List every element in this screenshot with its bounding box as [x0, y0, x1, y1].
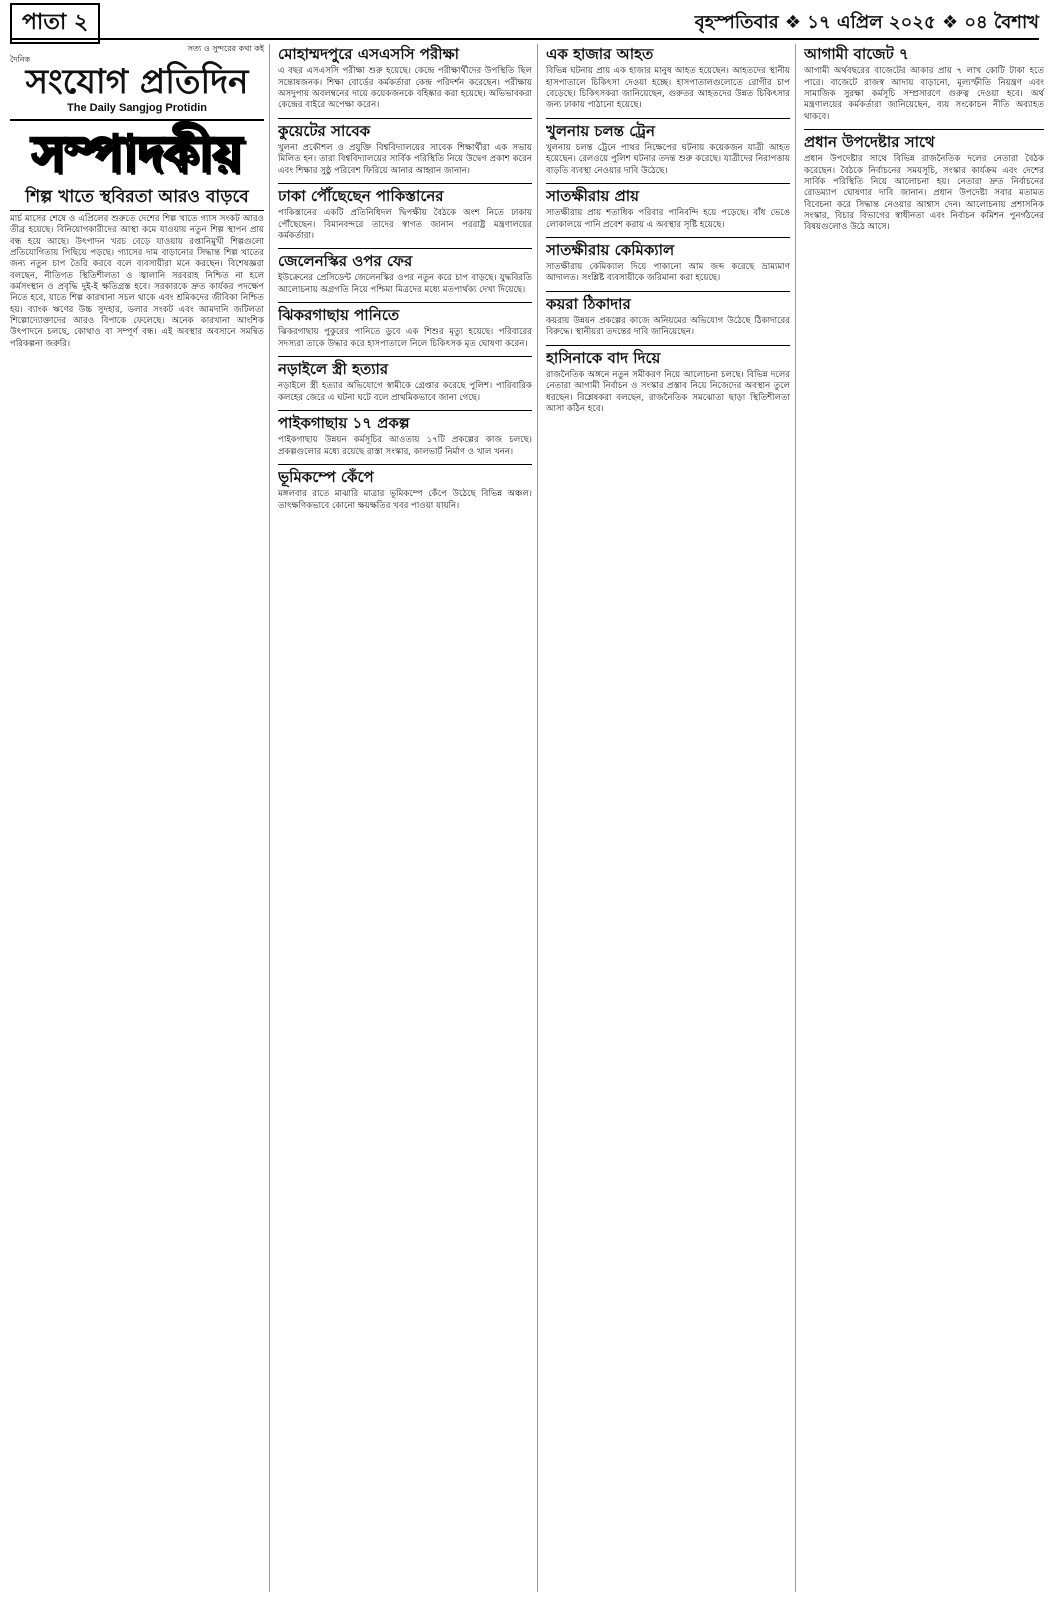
article-body: এ বছর এসএসসি পরীক্ষা শুরু হয়েছে। কেন্দ্রে পরীক্ষার্থীদের উপস্থিতি ছিল সন্তোষজনক। শিক্ষা বোর্ডের কর্মকর্তারা কেন্দ্র পরিদর্শন করেছেন। পরীক্ষায় অসদুপায় অবলম্বনের দায়ে কয়েকজনকে বহিষ্কার করা হয়েছে। অভিভাবকরা কেন্দ্রের বাইরে অপেক্ষা করেন। [278, 66, 532, 111]
article [546, 350, 790, 416]
article-divider [278, 410, 532, 411]
article-divider [804, 129, 1044, 130]
page-number: পাতা ২ [10, 3, 100, 44]
article-headline: ঢাকা পৌঁছেছেন পাকিস্তানের [278, 186, 444, 205]
article [546, 188, 790, 231]
masthead [10, 44, 264, 121]
article [10, 188, 264, 350]
masthead-slogan: সত্য ও সুন্দরের কথা কই [187, 44, 264, 53]
article [278, 307, 532, 350]
article-body: পাইকগাছায় উন্নয়ন কর্মসূচির আওতায় ১৭টি প্রকল্পের কাজ চলছে। প্রকল্পগুলোর মধ্যে রয়েছে রাস্তা সংস্কার, কালভার্ট নির্মাণ ও খাল খনন। [278, 435, 532, 457]
article-divider [278, 248, 532, 249]
article-divider [278, 302, 532, 303]
article-headline: মোহাম্মদপুরে এসএসসি পরীক্ষা [278, 45, 459, 63]
article [546, 46, 790, 112]
article-body: ইউক্রেনের প্রেসিডেন্ট জেলেনস্কির ওপর নতুন করে চাপ বাড়ছে। যুদ্ধবিরতি আলোচনায় অগ্রগতি নিয়ে পশ্চিমা মিত্রদের মধ্যে মতপার্থক্য দেখা দিয়েছে। [278, 273, 532, 295]
article [546, 242, 790, 285]
page-header [10, 8, 1039, 40]
masthead-name: সংযোগ প্রতিদিন [25, 62, 249, 103]
article-headline: ঝিকরগাছায় পানিতে [278, 306, 400, 325]
article [278, 361, 532, 404]
article-divider [546, 118, 790, 119]
article-body: খুলনা প্রকৌশল ও প্রযুক্তি বিশ্ববিদ্যালয়ের সাবেক শিক্ষার্থীরা এক সভায় মিলিত হন। তারা বিশ্ববিদ্যালয়ের সার্বিক পরিস্থিতি নিয়ে উদ্বেগ প্রকাশ করেন এবং শিক্ষার সুষ্ঠু পরিবেশ ফিরিয়ে আনার আহ্বান জানান। [278, 142, 532, 176]
article-body: বিভিন্ন ঘটনায় প্রায় এক হাজার মানুষ আহত হয়েছেন। আহতদের স্থানীয় হাসপাতালে চিকিৎসা দেওয়া হচ্ছে। হাসপাতালগুলোতে রোগীর চাপ বেড়েছে। চিকিৎসকরা জানিয়েছেন, গুরুতর আহতদের উন্নত চিকিৎসার জন্য ঢাকায় পাঠানো হয়েছে। [546, 66, 790, 111]
article [278, 415, 532, 458]
article [804, 134, 1044, 234]
article-headline: খুলনায় চলন্ত ট্রেন [546, 121, 655, 140]
article-headline: প্রধান উপদেষ্টার সাথে [804, 132, 935, 151]
article-headline: ভূমিকম্পে কেঁপে [278, 467, 374, 486]
article-body: খুলনায় চলন্ত ট্রেনে পাথর নিক্ষেপের ঘটনায় কয়েকজন যাত্রী আহত হয়েছেন। রেলওয়ে পুলিশ ঘটনার তদন্ত শুরু করেছে। যাত্রীদের নিরাপত্তায় বাড়তি ব্যবস্থা নেওয়ার দাবি উঠেছে। [546, 142, 790, 176]
column-3 [546, 44, 796, 1592]
column-1 [10, 44, 270, 1592]
article [278, 46, 532, 112]
article [278, 123, 532, 177]
article-headline: এক হাজার আহত [546, 45, 654, 63]
article-divider [546, 345, 790, 346]
article-body: ঝিকরগাছায় পুকুরের পানিতে ডুবে এক শিশুর মৃত্যু হয়েছে। পরিবারের সদস্যরা তাকে উদ্ধার করে হাসপাতালে নিলে চিকিৎসক মৃত ঘোষণা করেন। [278, 327, 532, 349]
article [804, 46, 1044, 123]
article-headline: জেলেনস্কির ওপর ফের [278, 252, 413, 271]
masthead-name-en: The Daily Sangjog Protidin [67, 101, 207, 114]
article-body: প্রধান উপদেষ্টার সাথে বিভিন্ন রাজনৈতিক দলের নেতারা বৈঠক করেছেন। বৈঠকে নির্বাচনের সময়সূচি, সংস্কার কার্যক্রম এবং দেশের সার্বিক পরিস্থিতি নিয়ে আলোচনা হয়। নেতারা দ্রুত নির্বাচনের রোডম্যাপ ঘোষণার দাবি জানান। প্রধান উপদেষ্টা সবার মতামত বিবেচনা করে সিদ্ধান্ত নেওয়ার আশ্বাস দেন। আলোচনায় প্রশাসনিক সংস্কার, বিচার বিভাগের স্বাধীনতা এবং নির্বাচন কমিশন পুনর্গঠনের বিষয়গুলোও উঠে আসে। [804, 154, 1044, 233]
article-headline: কুয়েটের সাবেক [278, 121, 371, 140]
article-headline: শিল্প খাতে স্থবিরতা আরও বাড়বে [10, 188, 264, 211]
article-body: কয়রায় উন্নয়ন প্রকল্পের কাজে অনিয়মের অভিযোগ উঠেছে ঠিকাদারের বিরুদ্ধে। স্থানীয়রা তদন্তের দাবি জানিয়েছেন। [546, 316, 790, 338]
article-body: সাতক্ষীরায় কেমিক্যাল দিয়ে পাকানো আম জব্দ করেছে ভ্রাম্যমাণ আদালত। সংশ্লিষ্ট ব্যবসায়ীকে জরিমানা করা হয়েছে। [546, 262, 790, 284]
issue-date: বৃহস্পতিবার ❖ ১৭ এপ্রিল ২০২৫ ❖ ০৪ বৈশাখ [694, 11, 1039, 33]
article-headline: পাইকগাছায় ১৭ প্রকল্প [278, 414, 410, 432]
masthead-prefix: দৈনিক [10, 54, 31, 64]
article [546, 123, 790, 177]
article-body: মঙ্গলবার রাতে মাঝারি মাত্রার ভূমিকম্পে কেঁপে উঠেছে বিভিন্ন অঞ্চল। তাৎক্ষণিকভাবে কোনো ক্ষয়ক্ষতির খবর পাওয়া যায়নি। [278, 489, 532, 511]
article-body: আগামী অর্থবছরের বাজেটের আকার প্রায় ৭ লাখ কোটি টাকা হতে পারে। বাজেটে রাজস্ব আদায় বাড়ানো, মূল্যস্ফীতি নিয়ন্ত্রণ এবং সামাজিক সুরক্ষা কর্মসূচি সম্প্রসারণে গুরুত্ব দেওয়া হবে। অর্থ মন্ত্রণালয়ের কর্মকর্তারা জানিয়েছেন, ব্যয় সংকোচন নীতি অব্যাহত থাকবে। [804, 66, 1044, 122]
article-divider [278, 356, 532, 357]
column-4 [804, 44, 1049, 1592]
article-columns [10, 44, 1044, 1592]
article [278, 469, 532, 512]
article-body: পাকিস্তানের একটি প্রতিনিধিদল দ্বিপক্ষীয় বৈঠকে অংশ নিতে ঢাকায় পৌঁছেছেন। বিমানবন্দরে তাদের স্বাগত জানান পররাষ্ট্র মন্ত্রণালয়ের কর্মকর্তারা। [278, 208, 532, 241]
article-headline: কয়রা ঠিকাদার [546, 294, 631, 313]
article [278, 253, 532, 296]
article-headline: নড়াইলে স্ত্রী হত্যার [278, 360, 389, 379]
article-divider [278, 118, 532, 119]
article-divider [278, 464, 532, 465]
article-body: নড়াইলে স্ত্রী হত্যার অভিযোগে স্বামীকে গ্রেপ্তার করেছে পুলিশ। পারিবারিক কলহের জেরে এ ঘটনা ঘটে বলে প্রাথমিকভাবে জানা গেছে। [278, 381, 532, 403]
article [278, 188, 532, 242]
article-divider [546, 291, 790, 292]
article-body: মার্চ মাসের শেষে ও এপ্রিলের শুরুতে দেশের শিল্প খাতে গ্যাস সংকট আরও তীব্র হয়েছে। বিনিয়োগকারীদের আস্থা কমে যাওয়ায় নতুন শিল্প স্থাপন প্রায় বন্ধ হয়ে আছে। উৎপাদন খরচ বেড়ে যাওয়ায় রপ্তানিমুখী শিল্পগুলো প্রতিযোগিতায় পিছিয়ে পড়ছে। গ্যাসের দাম বাড়ানোর সিদ্ধান্ত শিল্প খাতের জন্য নতুন চাপ তৈরি করবে বলে ব্যবসায়ীরা মনে করছেন। বিশেষজ্ঞরা বলছেন, নীতিগত স্থিতিশীলতা ও জ্বালানি সরবরাহ নিশ্চিত না হলে কর্মসংস্থান ও প্রবৃদ্ধি দুই-ই ক্ষতিগ্রস্ত হবে। সরকারকে দ্রুত কার্যকর পদক্ষেপ নিতে হবে, যাতে শিল্প কারখানা সচল থাকে এবং শ্রমিকদের জীবিকা নিশ্চিত হয়। ব্যাংক ঋণের উচ্চ সুদহার, ডলার সংকট এবং আমদানি জটিলতা শিল্পোদ্যোক্তাদের আরও বিপাকে ফেলেছে। অনেক কারখানা আংশিক উৎপাদনে চলছে, কোথাও বা সম্পূর্ণ বন্ধ। এই অবস্থার অবসানে সমন্বিত পরিকল্পনা জরুরি। [10, 213, 264, 349]
article [546, 296, 790, 339]
article-divider [546, 237, 790, 238]
article-headline: আগামী বাজেট ৭ [804, 45, 909, 63]
article-divider [278, 183, 532, 184]
article-headline: সাতক্ষীরায় প্রায় [546, 186, 639, 205]
article-body: রাজনৈতিক অঙ্গনে নতুন সমীকরণ নিয়ে আলোচনা চলছে। বিভিন্ন দলের নেতারা আগামী নির্বাচন ও সংস্কার প্রস্তাব নিয়ে নিজেদের অবস্থান তুলে ধরছেন। বিশ্লেষকরা বলছেন, রাজনৈতিক সমঝোতা ছাড়া স্থিতিশীলতা আসা কঠিন হবে। [546, 369, 790, 414]
newspaper-page [10, 8, 1044, 1592]
article-divider [546, 183, 790, 184]
editorial-banner: সম্পাদকীয় [10, 127, 264, 182]
article-headline: সাতক্ষীরায় কেমিক্যাল [546, 240, 675, 259]
article-headline: হাসিনাকে বাদ দিয়ে [546, 348, 661, 367]
column-2 [278, 44, 538, 1592]
article-body: সাতক্ষীরায় প্রায় শতাধিক পরিবার পানিবন্দি হয়ে পড়েছে। বাঁধ ভেঙে লোকালয়ে পানি প্রবেশ করায় এ অবস্থার সৃষ্টি হয়েছে। [546, 208, 790, 230]
